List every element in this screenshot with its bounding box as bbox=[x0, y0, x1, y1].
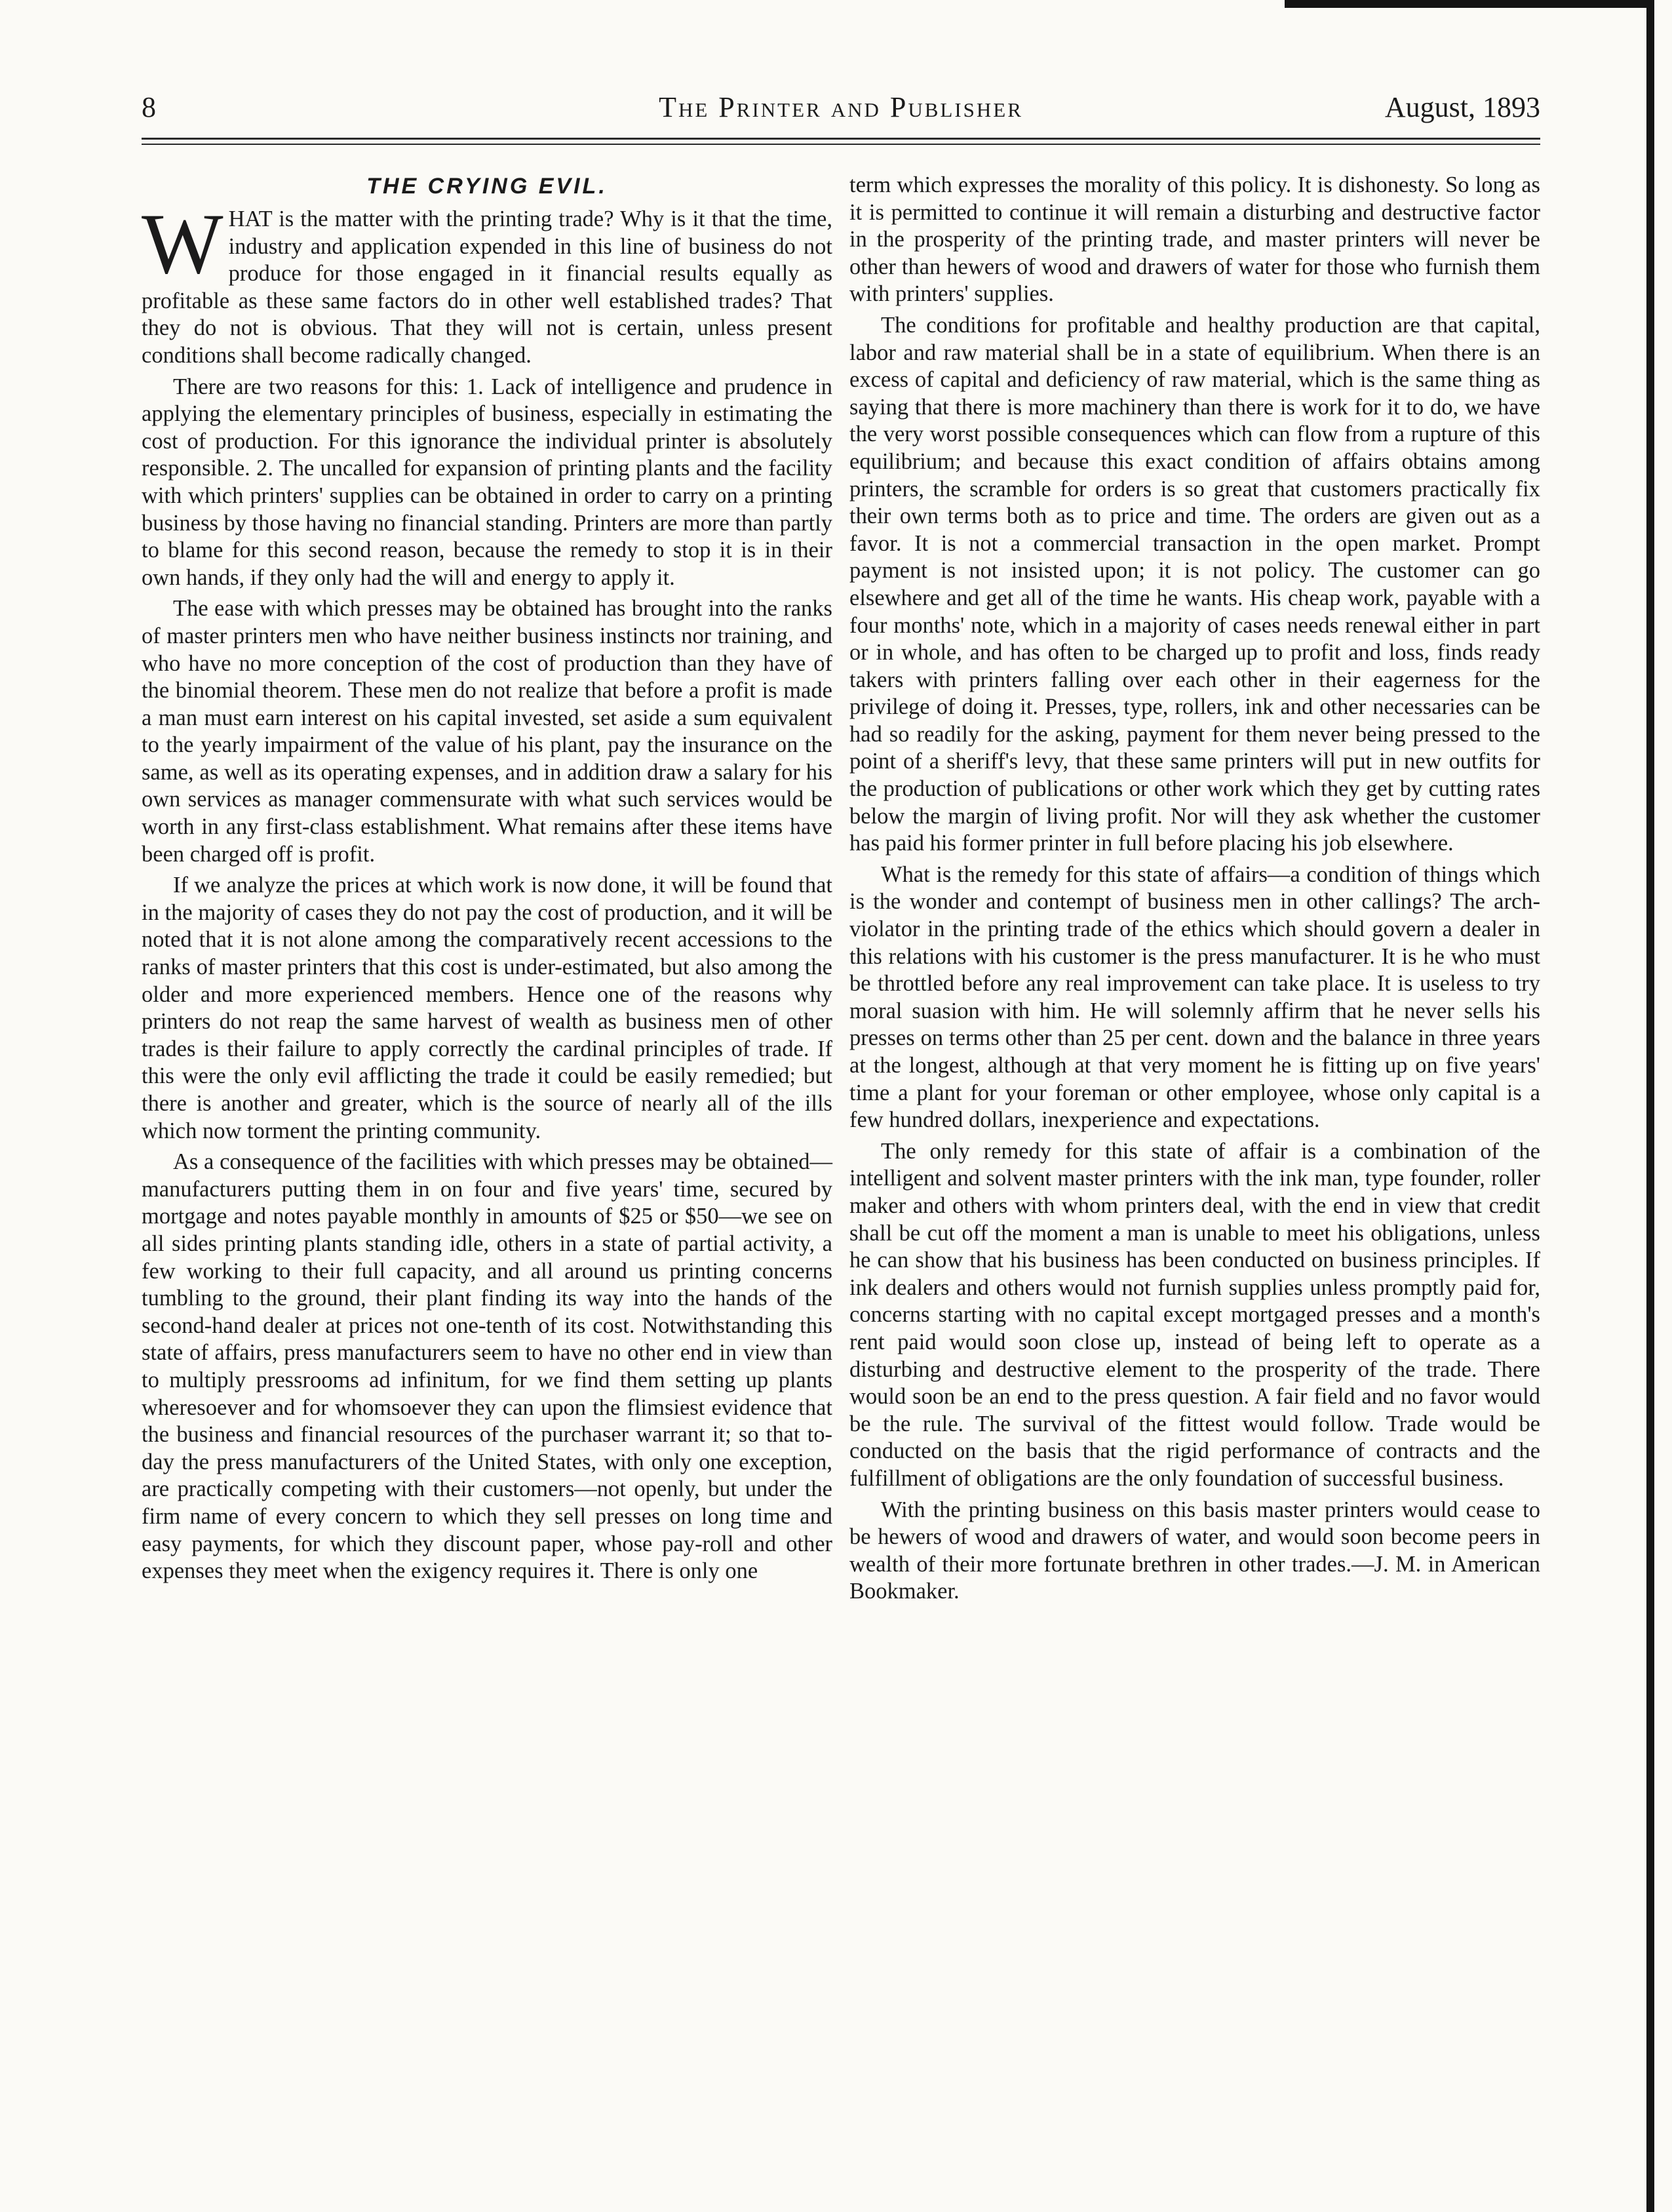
article-paragraph: The ease with which presses may be obtained has brought into the ranks of master printers men who have neither business instincts nor training, and who have no more conception of the cost of production than they have of the binomial theorem. These men do not realize that before a profit is made a man must earn interest on his capital invested, set aside a sum equivalent to the yearly impairment of the value of his plant, pay the insurance on the same, as well as its operating expenses, and in addition draw a salary for his own services as manager commensurate with what such services would be worth in any first-class establishment. What remains after these items have been charged off is profit. bbox=[142, 596, 832, 867]
article-column-left bbox=[142, 172, 832, 1589]
article-paragraph: As a consequence of the facilities with which presses may be obtained—manufacturers putting them in on four and five years' time, secured by mortgage and notes payable monthly in amounts of $25 or $50—we see on all sides printing plants standing idle, others in a state of partial activity, a few working to their full capacity, and all around us printing concerns tumbling to the ground, their plant finding its way into the hands of the second-hand dealer at prices not one-tenth of its cost. Notwithstanding this state of affairs, press manufacturers seem to have no other end in view than to multiply pressrooms ad infinitum, for we find them setting up plants wheresoever and for whomsoever they can upon the flimsiest evidence that the business and financial resources of the purchaser warrant it; so that to-day the press manufacturers of the United States, with only one exception, are practically competing with their customers—not openly, but under the firm name of every concern to which they sell presses on long time and easy payments, for which they discount paper, whose pay-roll and other expenses they meet when the exigency requires it. There is only one bbox=[142, 1149, 832, 1584]
header-rule-double bbox=[142, 144, 1540, 145]
scan-border-top bbox=[1285, 0, 1654, 8]
article-paragraph: The only remedy for this state of affair is a combination of the intelligent and solvent master printers with the ink man, type founder, roller maker and others with whom printers deal, with the end in view that credit shall be cut off the moment a man is unable to meet his obligations, unless he can show that his business has been conducted on business principles. If ink dealers and others would not furnish supplies unless promptly paid for, concerns starting with no capital except mortgaged presses and a month's rent paid would soon close up, instead of being left to operate as a disturbing and destructive element to the prosperity of the trade. There would soon be an end to the press question. A fair field and no favor would be the rule. The survival of the fittest would follow. Trade would be conducted on the basis that the rigid performance of contracts and the fulfillment of obligations are the only foundation of successful business. bbox=[849, 1138, 1540, 1491]
journal-title: The Printer and Publisher bbox=[659, 91, 1023, 123]
drop-cap: W bbox=[142, 195, 224, 292]
article-title: THE CRYING EVIL. bbox=[366, 174, 608, 199]
article-paragraph: term which expresses the morality of this policy. It is dishonesty. So long as it is permitted to continue it will remain a disturbing and destructive factor in the prosperity of the printing trade, and master printers will never be other than hewers of wood and drawers of water for those who furnish them with printers' supplies. bbox=[849, 172, 1540, 307]
article-paragraph: There are two reasons for this: 1. Lack of intelligence and prudence in applying the elementary principles of business, especially in estimating the cost of production. For this ignorance the individual printer is absolutely responsible. 2. The uncalled for expansion of printing plants and the facility with which printers' supplies can be obtained in order to carry on a printing business by those having no financial standing. Printers are more than partly to blame for this second reason, because the remedy to stop it is in their own hands, if they only had the will and energy to apply it. bbox=[142, 374, 832, 590]
running-header bbox=[142, 87, 1540, 128]
article-paragraph: If we analyze the prices at which work is now done, it will be found that in the majority of cases they do not pay the cost of production, and it will be noted that it is not alone among the comparatively recent accessions to the ranks of master printers that this cost is under-estimated, but also among the older and more experienced members. Hence one of the reasons why printers do not reap the same harvest of wealth as business men of other trades is their failure to apply correctly the cardinal principles of trade. If this were the only evil afflicting the trade it could be easily remedied; but there is another and greater, which is the source of nearly all of the ills which now torment the printing community. bbox=[142, 873, 832, 1143]
header-rule bbox=[142, 138, 1540, 140]
issue-date: August, 1893 bbox=[1384, 91, 1540, 123]
scan-border-right bbox=[1646, 0, 1654, 2212]
article-paragraph bbox=[142, 195, 832, 370]
article-paragraph: What is the remedy for this state of affairs—a condition of things which is the wonder and contempt of business men in other callings? The arch-violator in the printing trade of the ethics which should govern a dealer in this relations with his customer is the press manufacturer. It is he who must be throttled before any real improvement can take place. It is useless to try moral suasion with him. He will solemnly affirm that he never sells his presses on terms other than 25 per cent. down and the balance in three years at the longest, although at that very moment he is fitting up on five years' time a plant for your foreman or other employee, whose only capital is a few hundred dollars, inexperience and expectations. bbox=[849, 861, 1540, 1133]
page-number: 8 bbox=[142, 91, 156, 123]
article-paragraph-closing: With the printing business on this basis master printers would cease to be hewers of wood and drawers of water, and would soon become peers in wealth of their more fortunate brethren in other trades.—J. M. in American Bookmaker. bbox=[849, 1497, 1540, 1604]
article-paragraph: The conditions for profitable and healthy production are that capital, labor and raw material shall be in a state of equilibrium. When there is an excess of capital and deficiency of raw material, which is the same thing as saying that there is more machinery than there is work for it to do, we have the very worst possible consequences which can flow from a rupture of this equilibrium; and because this exact condition of affairs obtains among printers, the scramble for orders is so great that customers practically fix their own terms both as to price and time. The orders are given out as a favor. It is not a commercial transaction in the open market. Prompt payment is not insisted upon; it is not policy. The customer can go elsewhere and get all of the time he wants. His cheap work, payable with a four months' note, which in a majority of cases needs renewal either in part or in whole, and has often to be charged up to profit and loss, finds ready takers with printers falling over each other in their eagerness for the privilege of doing it. Presses, type, rollers, ink and other necessaries can be had so readily for the asking, payment for them never being pressed to the point of a sheriff's levy, that these same printers will put in new outfits for the production of publications or other work which they get by cutting rates below the margin of living profit. Nor will they ask whether the customer has paid his former printer in full before placing his job elsewhere. bbox=[849, 312, 1540, 856]
paragraph-text: HAT is the matter with the printing trade? Why is it that the time, industry and application expended in this line of business do not produce for those engaged in it financial results equally as profitable as these same factors do in other well established trades? That they do not is obvious. That they will not is certain, unless present conditions shall become radically changed. bbox=[142, 207, 832, 368]
article-column-right bbox=[849, 172, 1540, 1610]
